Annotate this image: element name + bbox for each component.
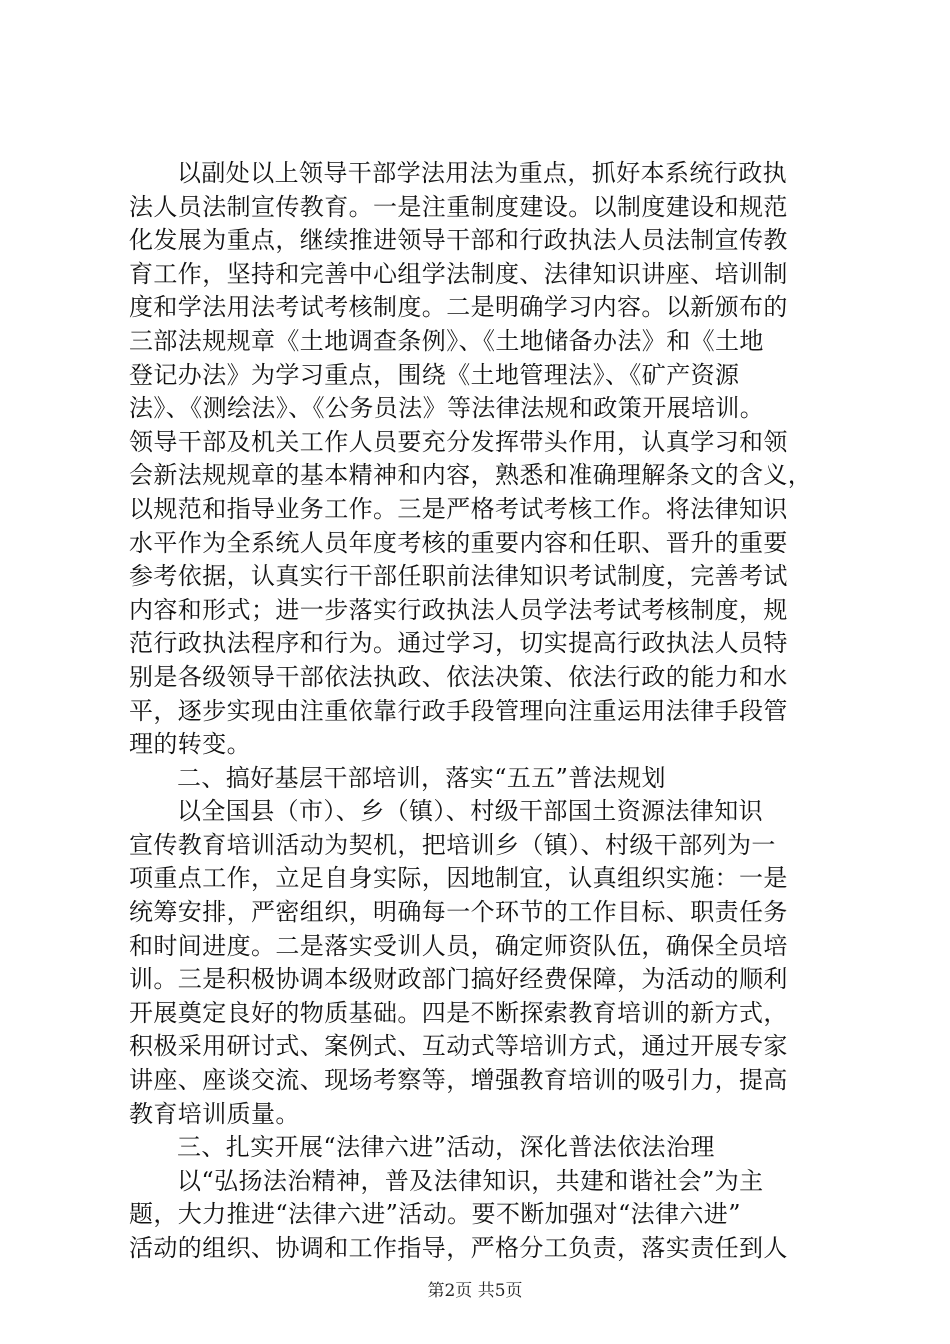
document-body	[129, 157, 829, 1266]
paragraph-line: 领导干部及机关工作人员要充分发挥带头作用，认真学习和领	[129, 427, 788, 456]
paragraph-line: 法人员法制宣传教育。一是注重制度建设。以制度建设和规范	[129, 192, 788, 221]
paragraph-line: 会新法规规章的基本精神和内容，熟悉和准确理解条文的含义，	[129, 461, 813, 490]
paragraph-line: 平，逐步实现由注重依靠行政手段管理向注重运用法律手段管	[129, 696, 788, 725]
paragraph-line: 度和学法用法考试考核制度。二是明确学习内容。以新颁布的	[129, 293, 788, 322]
page-number-footer: 第2页 共5页	[427, 1281, 523, 1301]
paragraph-line: 三部法规规章《土地调查条例》、《土地储备办法》和《土地	[129, 326, 764, 355]
paragraph-line: 参考依据，认真实行干部任职前法律知识考试制度，完善考试	[129, 562, 788, 591]
paragraph-line: 积极采用研讨式、案例式、互动式等培训方式，通过开展专家	[129, 1032, 788, 1061]
paragraph-line: 以副处以上领导干部学法用法为重点，抓好本系统行政执	[177, 159, 787, 187]
paragraph-line: 化发展为重点，继续推进领导干部和行政执法人员法制宣传教	[129, 226, 788, 255]
paragraph-line: 登记办法》为学习重点，围绕《土地管理法》、《矿产资源	[129, 360, 740, 389]
paragraph-line: 开展奠定良好的物质基础。四是不断探索教育培训的新方式，	[129, 998, 788, 1027]
paragraph-line: 别是各级领导干部依法执政、依法决策、依法行政的能力和水	[129, 662, 788, 691]
paragraph-line: 以全国县（市）、乡（镇）、村级干部国土资源法律知识	[177, 797, 763, 826]
paragraph-line: 题，大力推进“法律六进”活动。要不断加强对“法律六进”	[129, 1200, 741, 1229]
paragraph-line: 法》、《测绘法》、《公务员法》等法律法规和政策开展培训。	[129, 394, 765, 423]
paragraph-line: 讲座、座谈交流、现场考察等，增强教育培训的吸引力，提高	[129, 1066, 788, 1095]
paragraph-line: 理的转变。	[129, 730, 251, 759]
section-heading: 三、扎实开展“法律六进”活动，深化普法依法治理	[177, 1133, 715, 1162]
paragraph-line: 统筹安排，严密组织，明确每一个环节的工作目标、职责任务	[129, 898, 788, 927]
paragraph-line: 项重点工作，立足自身实际，因地制宜，认真组织实施：一是	[129, 864, 788, 893]
paragraph-line: 以规范和指导业务工作。三是严格考试考核工作。将法律知识	[129, 494, 788, 523]
section-heading: 二、搞好基层干部培训，落实“五五”普法规划	[177, 763, 666, 792]
paragraph-line: 训。三是积极协调本级财政部门搞好经费保障，为活动的顺利	[129, 965, 788, 994]
paragraph-line: 育工作，坚持和完善中心组学法制度、法律知识讲座、培训制	[129, 259, 788, 288]
paragraph-line: 教育培训质量。	[129, 1099, 300, 1128]
paragraph-line: 范行政执法程序和行为。通过学习，切实提高行政执法人员特	[129, 629, 788, 658]
paragraph-line: 内容和形式；进一步落实行政执法人员学法考试考核制度，规	[129, 595, 788, 624]
paragraph-line: 以“弘扬法治精神，普及法律知识，共建和谐社会”为主	[177, 1166, 764, 1195]
paragraph-line: 宣传教育培训活动为契机，把培训乡（镇）、村级干部列为一	[129, 830, 776, 859]
paragraph-line: 和时间进度。二是落实受训人员，确定师资队伍，确保全员培	[129, 931, 788, 960]
paragraph-line: 活动的组织、协调和工作指导，严格分工负责，落实责任到人	[129, 1234, 788, 1262]
paragraph-line: 水平作为全系统人员年度考核的重要内容和任职、晋升的重要	[129, 528, 788, 557]
